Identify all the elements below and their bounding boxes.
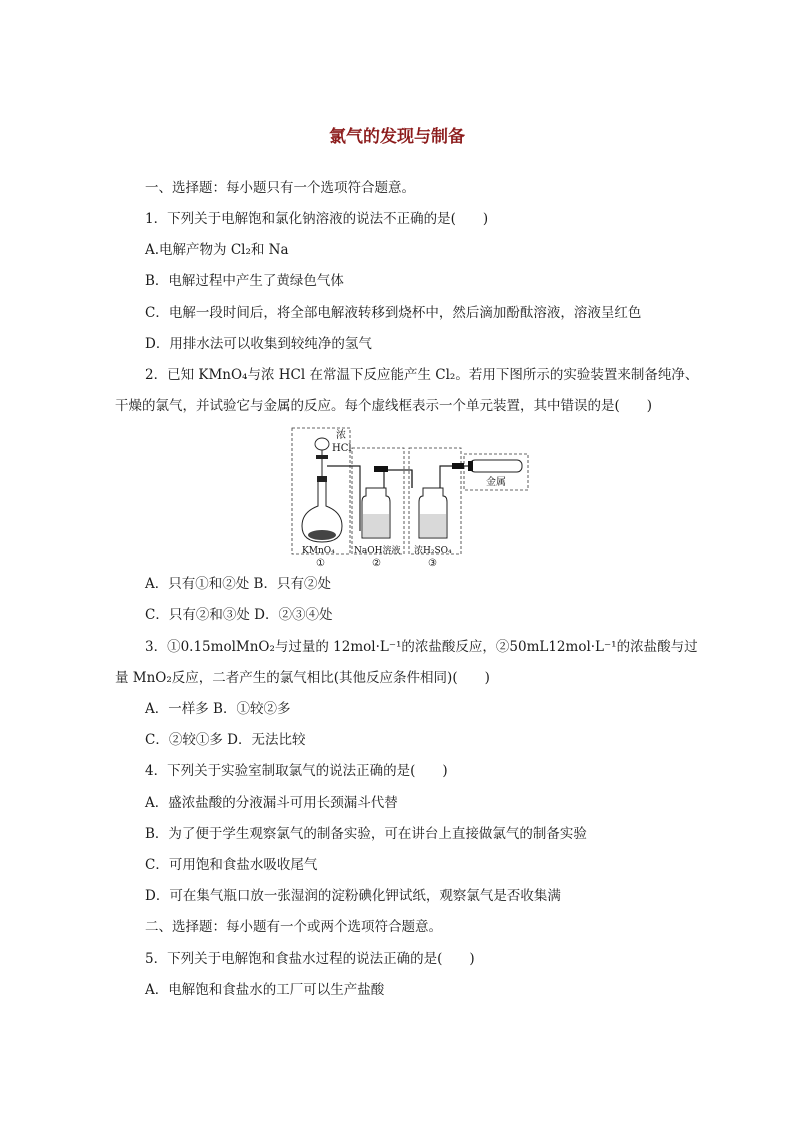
funnel-stopcock bbox=[316, 455, 328, 459]
q2-option-ab: A．只有①和②处 B．只有②处 bbox=[145, 576, 331, 592]
q3-stem-line1: 3．①0.15molMnO₂与过量的 12mol·L⁻¹的浓盐酸反应，②50mL12mol·L⁻¹的浓盐酸与过 bbox=[145, 639, 698, 655]
label-metal: 金属 bbox=[486, 477, 506, 488]
label-naoh: NaOH溶液 bbox=[354, 546, 401, 556]
mark-1: ① bbox=[316, 558, 325, 568]
mark-2: ② bbox=[372, 558, 381, 568]
q4-option-a: A．盛浓盐酸的分液漏斗可用长颈漏斗代替 bbox=[145, 795, 398, 811]
q3-option-cd: C．②较①多 D．无法比较 bbox=[145, 732, 306, 748]
section-heading-2: 二、选择题：每小题有一个或两个选项符合题意。 bbox=[145, 919, 442, 935]
kmno4-solid bbox=[308, 530, 336, 540]
connector-2 bbox=[452, 463, 464, 469]
page-title: 氯气的发现与制备 bbox=[329, 127, 465, 147]
label-hcl: HCl bbox=[332, 443, 352, 454]
q2-option-cd: C．只有②和③处 D．②③④处 bbox=[145, 607, 333, 623]
label-h2so4: 浓H₂SO₄ bbox=[414, 546, 452, 556]
naoh-liquid bbox=[363, 514, 389, 537]
section-heading-1: 一、选择题：每小题只有一个选项符合题意。 bbox=[145, 180, 415, 196]
q1-stem: 1．下列关于电解饱和氯化钠溶液的说法不正确的是( ) bbox=[145, 211, 489, 227]
q1-option-c: C．电解一段时间后，将全部电解液转移到烧杯中，然后滴加酚酞溶液，溶液呈红色 bbox=[145, 305, 642, 321]
label-kmno4: KMnO₄ bbox=[302, 546, 335, 556]
q4-option-b: B．为了便于学生观察氯气的制备实验，可在讲台上直接做氯气的制备实验 bbox=[145, 826, 587, 842]
q1-option-a: A.电解产物为 Cl₂和 Na bbox=[145, 242, 289, 258]
mark-3: ③ bbox=[428, 558, 437, 568]
q1-option-b: B．电解过程中产生了黄绿色气体 bbox=[145, 273, 344, 289]
q1-option-d: D．用排水法可以收集到较纯净的氢气 bbox=[145, 336, 372, 352]
reaction-tube bbox=[470, 460, 522, 472]
q4-option-d: D．可在集气瓶口放一张湿润的淀粉碘化钾试纸，观察氯气是否收集满 bbox=[145, 888, 561, 904]
q4-stem: 4．下列关于实验室制取氯气的说法正确的是( ) bbox=[145, 763, 448, 779]
q2-stem-line2: 干燥的氯气，并试验它与金属的反应。每个虚线框表示一个单元装置，其中错误的是( ) bbox=[115, 398, 653, 414]
q5-stem: 5．下列关于电解饱和食盐水过程的说法正确的是( ) bbox=[145, 951, 475, 967]
h2so4-liquid bbox=[420, 514, 446, 537]
q5-option-a: A．电解饱和食盐水的工厂可以生产盐酸 bbox=[145, 982, 385, 998]
q4-option-c: C．可用饱和食盐水吸收尾气 bbox=[145, 857, 318, 873]
label-conc: 浓 bbox=[336, 430, 346, 441]
connector-1 bbox=[374, 466, 388, 472]
separatory-funnel bbox=[315, 438, 329, 450]
q3-stem-line2: 量 MnO₂反应，二者产生的氯气相比(其他反应条件相同)( ) bbox=[115, 670, 490, 686]
apparatus-figure bbox=[290, 426, 530, 568]
q2-stem-line1: 2．已知 KMnO₄与浓 HCl 在常温下反应能产生 Cl₂。若用下图所示的实验装置来制备纯净、 bbox=[145, 367, 699, 383]
q3-option-ab: A．一样多 B．①较②多 bbox=[145, 701, 291, 717]
